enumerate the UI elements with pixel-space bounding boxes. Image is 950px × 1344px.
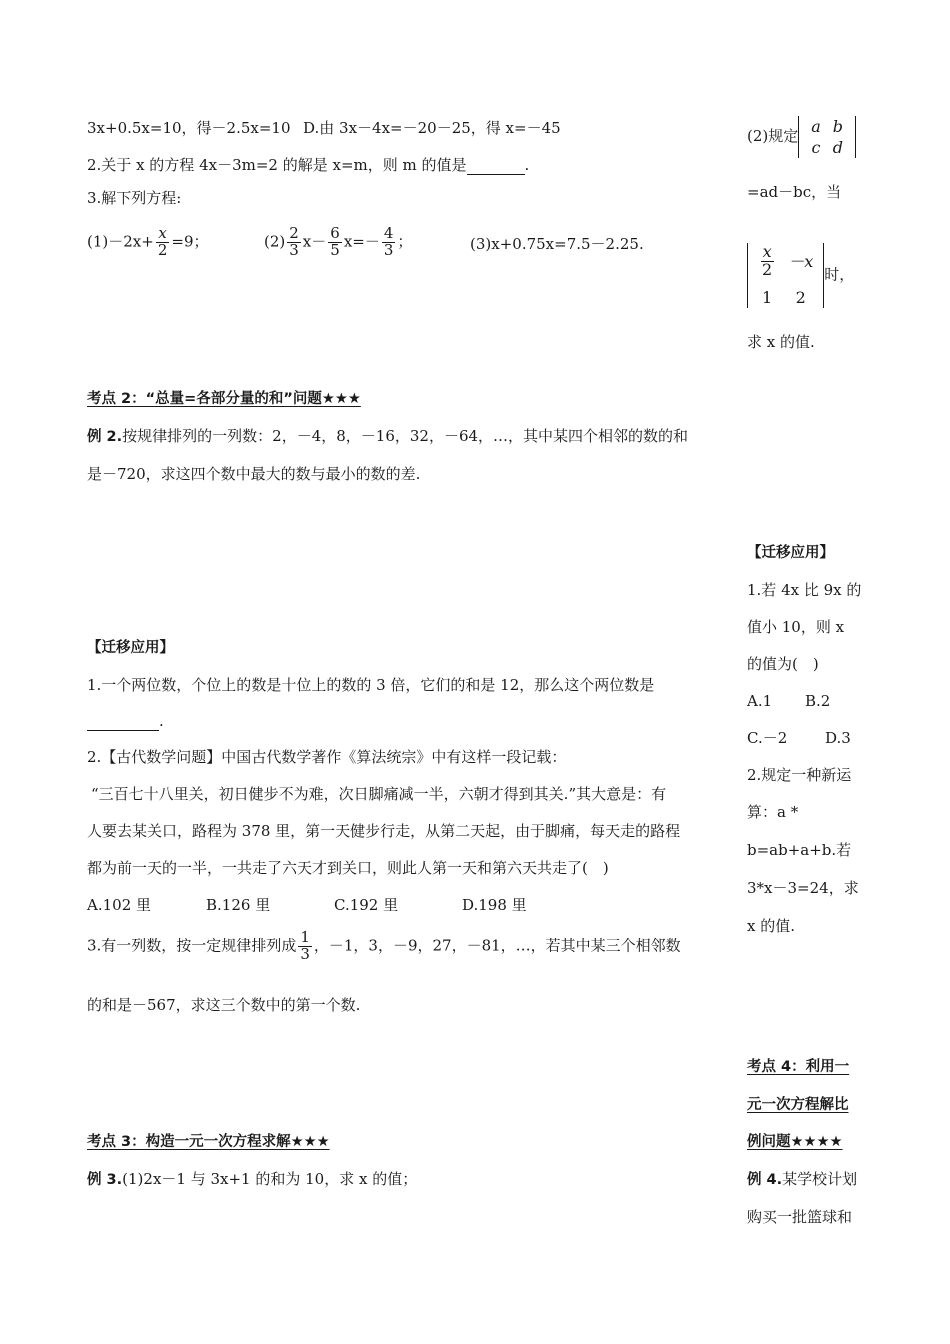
fraction-denominator: 2 (157, 240, 168, 259)
equation-1-pre: (1)－2x+ (87, 232, 154, 251)
fraction-denominator: 3 (289, 240, 299, 259)
fraction-denominator: 3 (383, 240, 394, 259)
transfer-q3-line-1 (87, 930, 681, 963)
fraction-numerator: 4 (383, 224, 394, 242)
example-2-line-1 (87, 427, 688, 446)
side-determinant-2 (747, 243, 854, 308)
equation-2 (264, 226, 412, 259)
side-q1-option-b: B.2 (805, 692, 831, 710)
transfer-q2-option-d: D.198 里 (462, 896, 527, 914)
example-4-line-2: 购买一批篮球和 (747, 1208, 853, 1226)
transfer-q2-option-c: C.192 里 (334, 896, 399, 914)
equation-2-post: ； (397, 232, 413, 251)
kaodian-4-title-line-3: 例问题★★★★ (747, 1134, 843, 1150)
transfer-q2-line-2: “三百七十八里关，初日健步不为难，次日脚痛减一半，六朝才得到其关.”其大意是：有 (91, 785, 667, 803)
side-when-suffix: 时， (824, 265, 855, 284)
question-2 (87, 156, 529, 175)
side-find-x: 求 x 的值. (747, 333, 815, 351)
fraction-numerator: 2 (289, 224, 299, 242)
transfer-title: 【迁移应用】 (87, 640, 174, 656)
side-q1-line-3: 的值为( ) (747, 655, 819, 673)
equation-2-pre: (2) (264, 232, 286, 251)
fraction-denominator: 3 (300, 944, 310, 963)
example-3-line (87, 1170, 417, 1189)
transfer-q1-end: . (159, 712, 164, 730)
fraction-denominator: 2 (762, 259, 773, 279)
equation-1 (87, 226, 209, 259)
example-2-label: 例 2. (87, 429, 123, 445)
option-d-text: D.由 3x－4x=－20－25，得 x=－45 (303, 119, 561, 137)
det2-r2c2: 2 (795, 287, 806, 307)
transfer-q1-text: 1.一个两位数，个位上的数是十位上的数的 3 倍，它们的和是 12，那么这个两位数是 (87, 676, 655, 694)
example-4-line-1 (747, 1170, 857, 1189)
question-2-text: 2.关于 x 的方程 4x－3m=2 的解是 x=m，则 m 的值是 (87, 156, 467, 174)
equation-3: (3)x+0.75x=7.5－2.25. (470, 235, 644, 253)
side-q1-line-2: 值小 10，则 x (747, 618, 845, 636)
transfer-q2-line-4: 都为前一天的一半，一共走了六天才到关口，则此人第一天和第六天共走了( ) (87, 859, 609, 877)
side-q2-line-4: 3*x－3=24，求 (747, 879, 859, 897)
example-4-text: 某学校计划 (782, 1170, 858, 1188)
transfer-q2-line-1: 2.【古代数学问题】中国古代数学著作《算法统宗》中有这样一段记载： (87, 748, 567, 766)
transfer-q3-pre: 3.有一列数，按一定规律排列成 (87, 936, 297, 955)
side-q1-option-a: A.1 (747, 692, 773, 710)
transfer-q3-line-2: 的和是－567，求这三个数中的第一个数. (87, 996, 361, 1014)
answer-blank (87, 712, 159, 731)
transfer-q3-post: ，－1，3，－9，27，－81，…，若其中某三个相邻数 (313, 936, 681, 955)
transfer-q1-blank-line (87, 712, 164, 731)
transfer-q2-line-3: 人要去某关口，路程为 378 里，第一天健步行走，从第二天起，由于脚痛，每天走的路程 (87, 822, 681, 840)
fraction-denominator: 5 (330, 240, 340, 259)
side-q2-line-1: 2.规定一种新运 (747, 766, 852, 784)
example-2-text: 按规律排列的一列数：2，－4，8，－16，32，－64，…，其中某四个相邻的数的和 (122, 427, 689, 445)
question-3-label: 3.解下列方程: (87, 189, 182, 207)
equation-2-mid2: x=－ (343, 232, 380, 251)
equation-2-mid: x－ (302, 232, 327, 251)
det-d: d (832, 138, 844, 158)
side-transfer-title: 【迁移应用】 (747, 545, 834, 561)
det-c: c (811, 138, 821, 158)
kaodian-4-title-line-2: 元一次方程解比 (747, 1097, 849, 1113)
side-q2-line-2: 算：a * (747, 803, 799, 821)
det-a: a (811, 117, 821, 136)
fraction-numerator: x (158, 224, 167, 242)
question-2-end: . (524, 156, 530, 174)
side-q2-label: (2)规定 (747, 127, 799, 146)
answer-blank (467, 156, 525, 175)
example-4-label: 例 4. (747, 1172, 783, 1188)
transfer-q2-option-a: A.102 里 (87, 896, 151, 914)
fraction-numerator: x (762, 242, 772, 261)
side-q1-option-d: D.3 (825, 729, 851, 747)
transfer-q2-option-b: B.126 里 (206, 896, 271, 914)
kaodian-4-title-line-1: 考点 4：利用一 (747, 1059, 850, 1075)
fraction-numerator: 1 (300, 928, 310, 946)
side-q1-line-1: 1.若 4x 比 9x 的 (747, 581, 862, 599)
det2-r2c1: 1 (762, 287, 773, 307)
side-q1-option-c: C.－2 (747, 729, 788, 747)
kaodian-2-title: 考点 2：“总量=各部分量的和”问题★★★ (87, 391, 361, 407)
fraction-numerator: 6 (330, 224, 340, 242)
side-rule-text: =ad－bc，当 (747, 183, 842, 201)
side-q2-line-3: b=ab+a+b.若 (747, 841, 852, 859)
kaodian-3-title: 考点 3：构造一元一次方程求解★★★ (87, 1134, 330, 1150)
example-3-label: 例 3. (87, 1172, 123, 1188)
example-2-line-2: 是－720，求这四个数中最大的数与最小的数的差. (87, 465, 421, 483)
det-b: b (832, 117, 844, 136)
example-3-text: (1)2x－1 与 3x+1 的和为 10，求 x 的值； (122, 1170, 418, 1188)
determinant-abcd (798, 116, 856, 158)
side-q2-line-5: x 的值. (747, 917, 795, 935)
equation-1-post: =9； (171, 232, 209, 251)
det2-r1c2: －x (788, 251, 814, 271)
side-q2-rule (747, 116, 856, 158)
option-c-text: 3x+0.5x=10，得－2.5x=10 (87, 119, 291, 137)
determinant-x (747, 243, 824, 308)
